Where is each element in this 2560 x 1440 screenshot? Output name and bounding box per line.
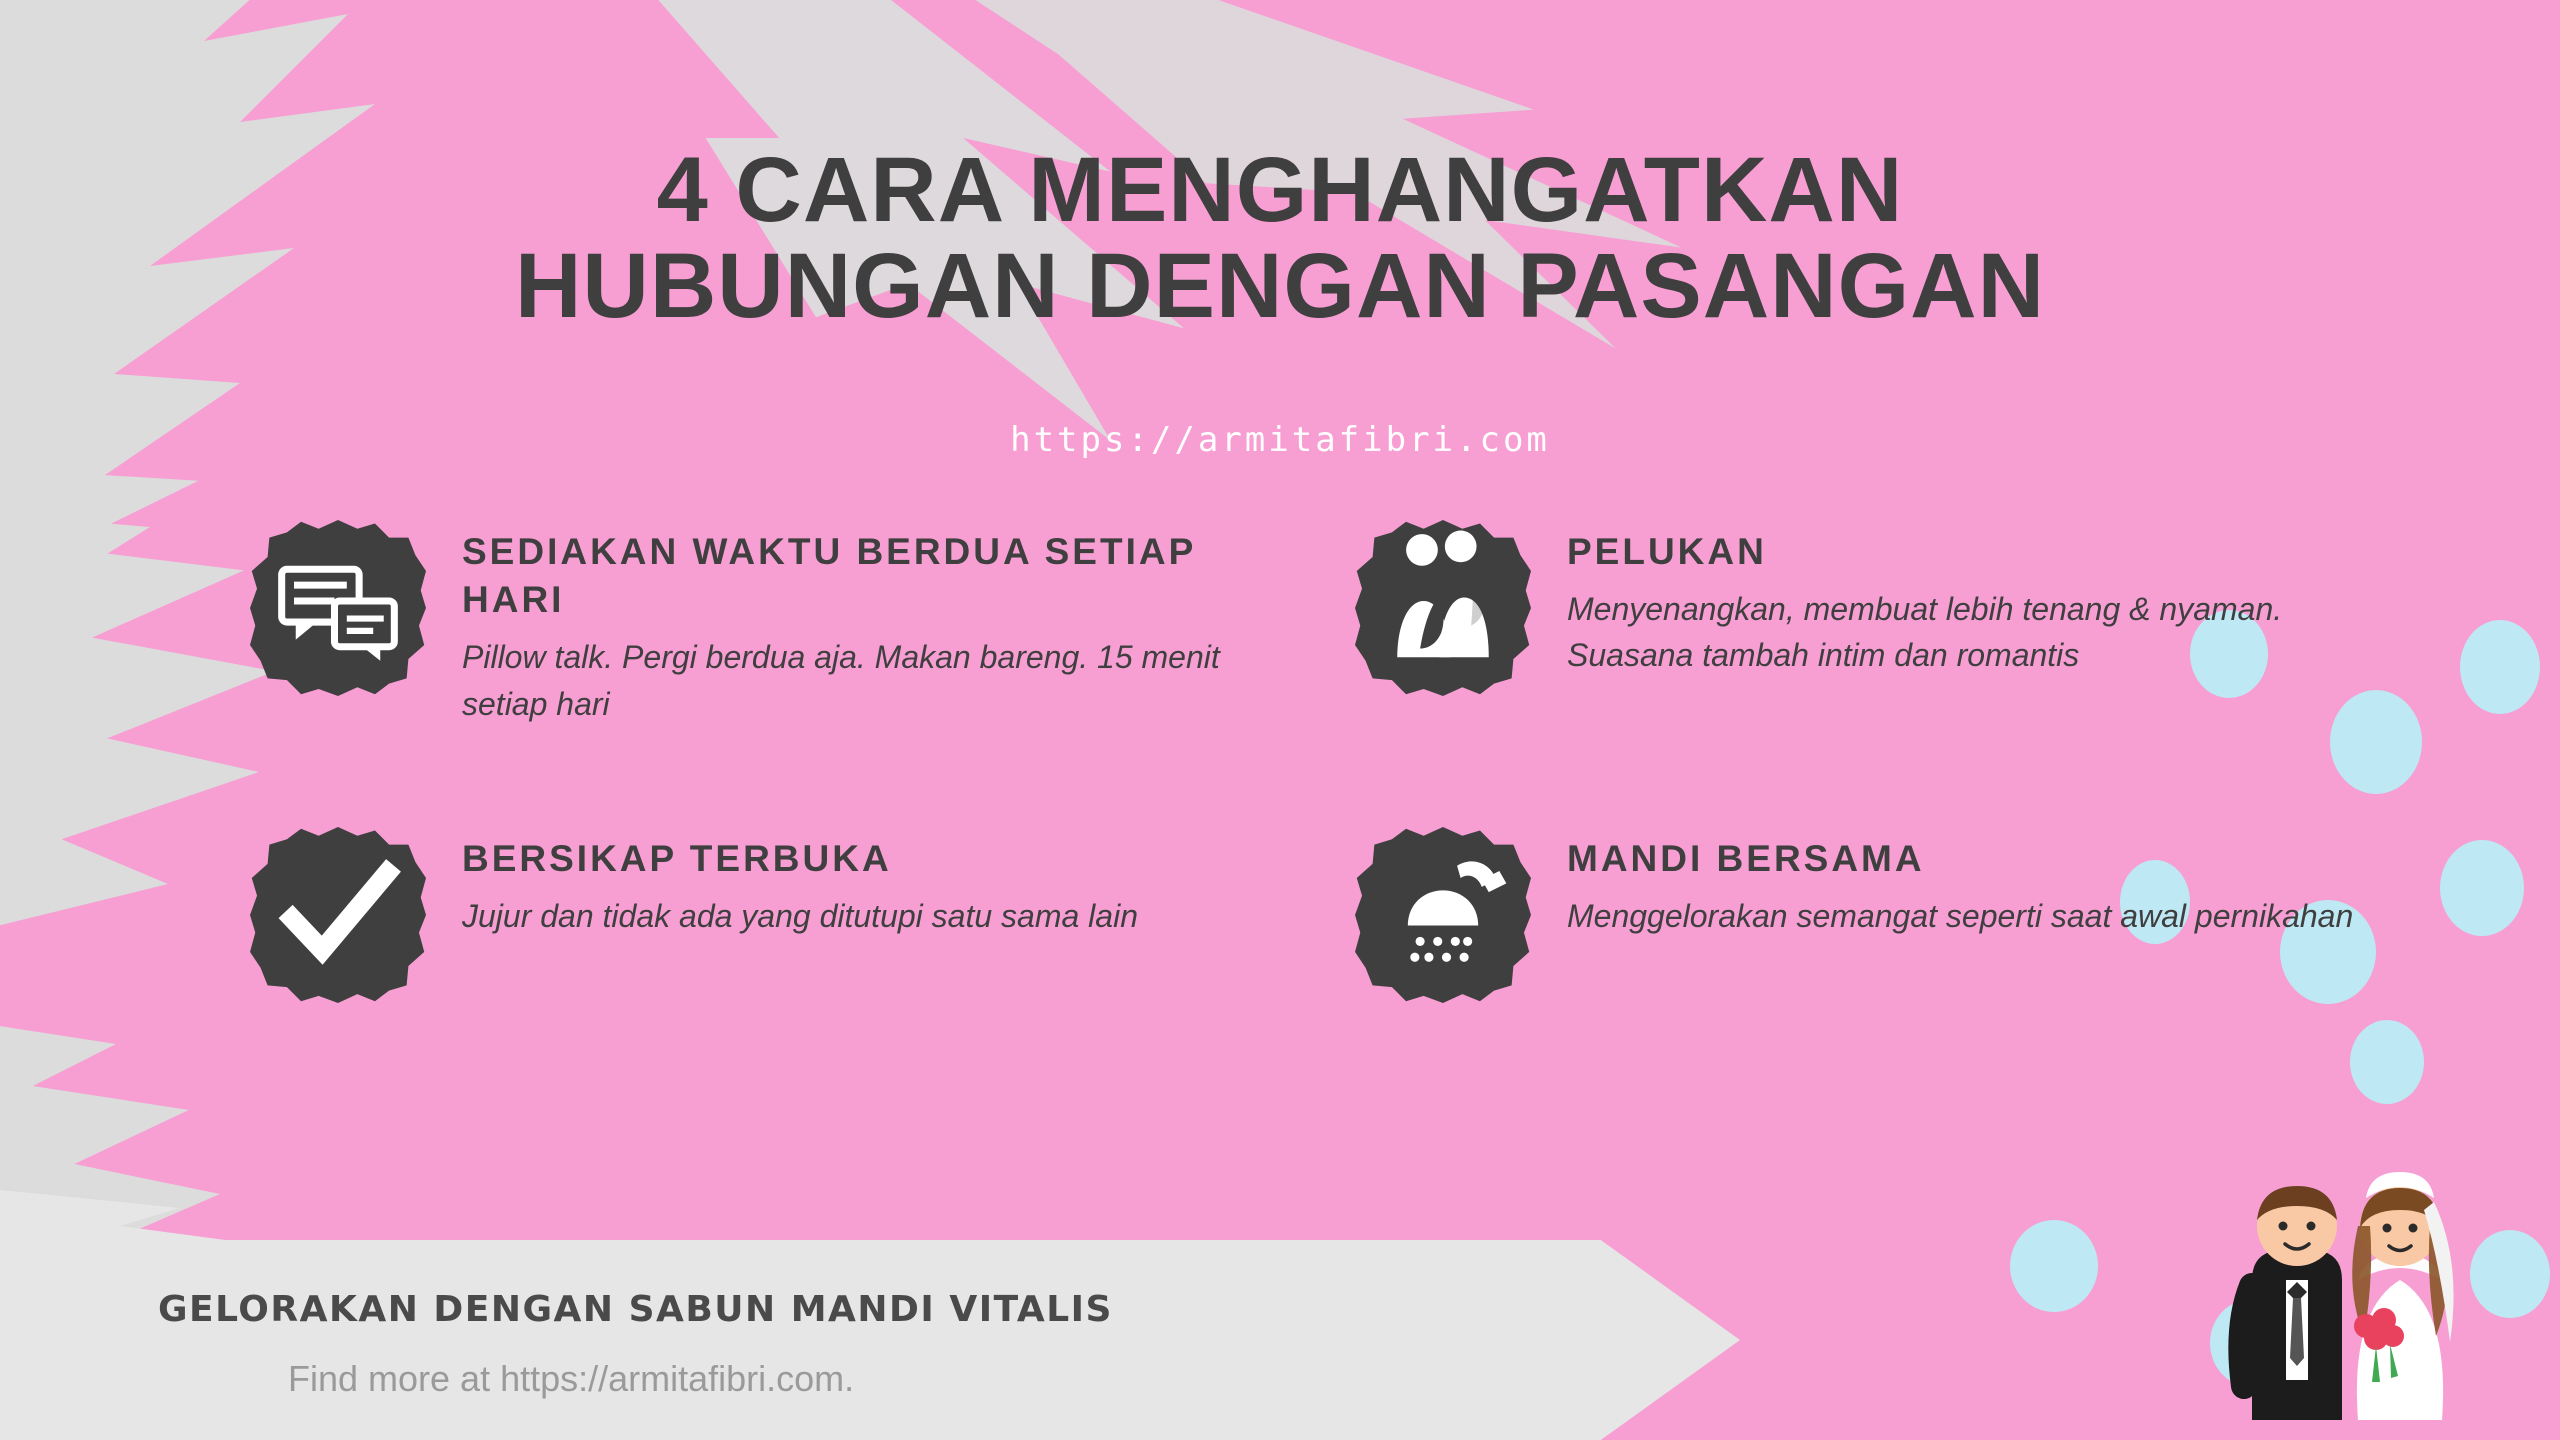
tip-title: SEDIAKAN WAKTU BERDUA SETIAP HARI [462,531,1196,621]
chat-bubbles-icon [250,520,426,696]
footer-band [0,1240,1740,1440]
tip-title: MANDI BERSAMA [1567,837,1925,879]
tip-item [250,520,1265,727]
header-url: https://armitafibri.com [1010,420,1550,460]
footer-subline: Find more at https://armitafibri.com. [288,1358,855,1399]
shower-icon [1355,827,1531,1003]
page-title-line-2: HUBUNGAN DENGAN PASANGAN [514,235,2046,338]
tip-title: BERSIKAP TERBUKA [462,837,892,879]
wedding-couple-illustration [2190,1030,2520,1420]
tip-item [1355,520,2370,727]
page-title [0,138,2560,338]
tip-description: Menyenangkan, membuat lebih tenang & nyaman. Suasana tambah intim dan romantis [1567,591,2283,674]
tips-grid [250,520,2370,1003]
tip-description: Jujur dan tidak ada yang ditutupi satu sama lain [462,898,1138,935]
footer-headline: GELORAKAN DENGAN SABUN MANDI VITALIS [158,1289,1113,1330]
checkmark-icon [250,827,426,1003]
bubble-decoration [2440,840,2524,936]
bubble-decoration [2460,620,2540,714]
tip-item [1355,827,2370,1003]
page-title-line-1: 4 CARA MENGHANGATKAN [656,138,1904,241]
tip-item [250,827,1265,1003]
bubble-decoration [2010,1220,2098,1312]
tip-description: Pillow talk. Pergi berdua aja. Makan bareng. 15 menit setiap hari [462,639,1220,722]
couple-hug-icon [1355,520,1531,696]
tip-description: Menggelorakan semangat seperti saat awal pernikahan [1567,898,2354,935]
tip-title: PELUKAN [1567,531,1767,572]
